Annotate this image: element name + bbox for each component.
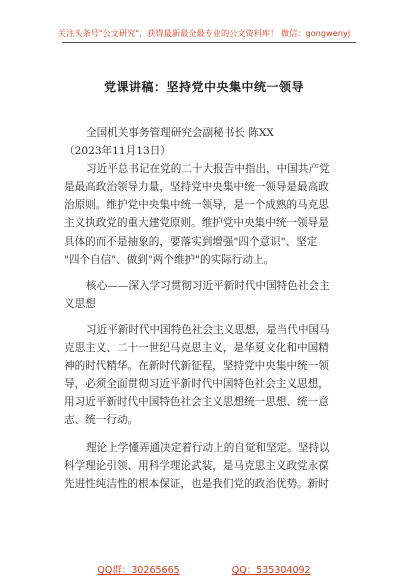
section-heading-line: 核心——深入学习贯彻习近平新时代中国特色社会主 xyxy=(86,280,330,292)
paragraph-line: 具体的而不是抽象的，要落实到增强"四个意识"、坚定 xyxy=(64,236,318,248)
paragraph-line: 习近平新时代中国特色社会主义思想，是当代中国马 xyxy=(86,324,330,336)
paragraph-line: 理论上学懂弄通决定着行动上的自觉和坚定。坚持以 xyxy=(86,442,330,454)
author-line: 全国机关事务管理研究会副秘书长 陈XX xyxy=(86,127,274,139)
footer xyxy=(0,562,408,576)
paragraph-line: 志、统一行动。 xyxy=(64,414,139,426)
paragraph-line: 克思主义、二十一世纪马克思主义，是华夏文化和中国精 xyxy=(64,342,329,354)
paragraph-line: "四个自信"、做到"两个维护"的实际行动上。 xyxy=(64,254,275,266)
section-heading-line: 义思想 xyxy=(64,298,96,310)
paragraph-line: 神的时代精华。在新时代新征程，坚持党中央集中统一领 xyxy=(64,360,329,372)
document-title: 党课讲稿：坚持党中央集中统一领导 xyxy=(103,80,304,94)
footer-qq-contact[interactable]: QQ：535304092 xyxy=(231,565,311,576)
header-divider xyxy=(62,42,356,43)
header-banner: 关注头条号"公文研究"，获得最新最全最专业的公文资料库！ 微信：gongwenyj xyxy=(57,28,351,38)
paragraph-line: 科学理论引领、用科学理论武装，是马克思主义政党永葆 xyxy=(64,460,329,472)
date-line: （2023年11月13日） xyxy=(64,145,171,157)
paragraph-line: 主义执政党的重大建党原则。维护党中央集中统一领导是 xyxy=(64,217,329,229)
paragraph-line: 先进性纯洁性的根本保证，也是我们党的政治优势。新时 xyxy=(64,478,329,490)
footer-qq-group[interactable]: QQ群：30265665 xyxy=(97,565,180,576)
paragraph-line: 习近平总书记在党的二十大报告中指出，中国共产党 xyxy=(86,163,330,175)
paragraph-line: 用习近平新时代中国特色社会主义思想统一思想、统一意 xyxy=(64,396,329,408)
paragraph-line: 是最高政治领导力量，坚持党中央集中统一领导是最高政 xyxy=(64,181,329,193)
paragraph-line: 治原则。维护党中央集中统一领导，是一个成熟的马克思 xyxy=(64,199,329,211)
paragraph-line: 导，必须全面贯彻习近平新时代中国特色社会主义思想， xyxy=(64,378,329,390)
